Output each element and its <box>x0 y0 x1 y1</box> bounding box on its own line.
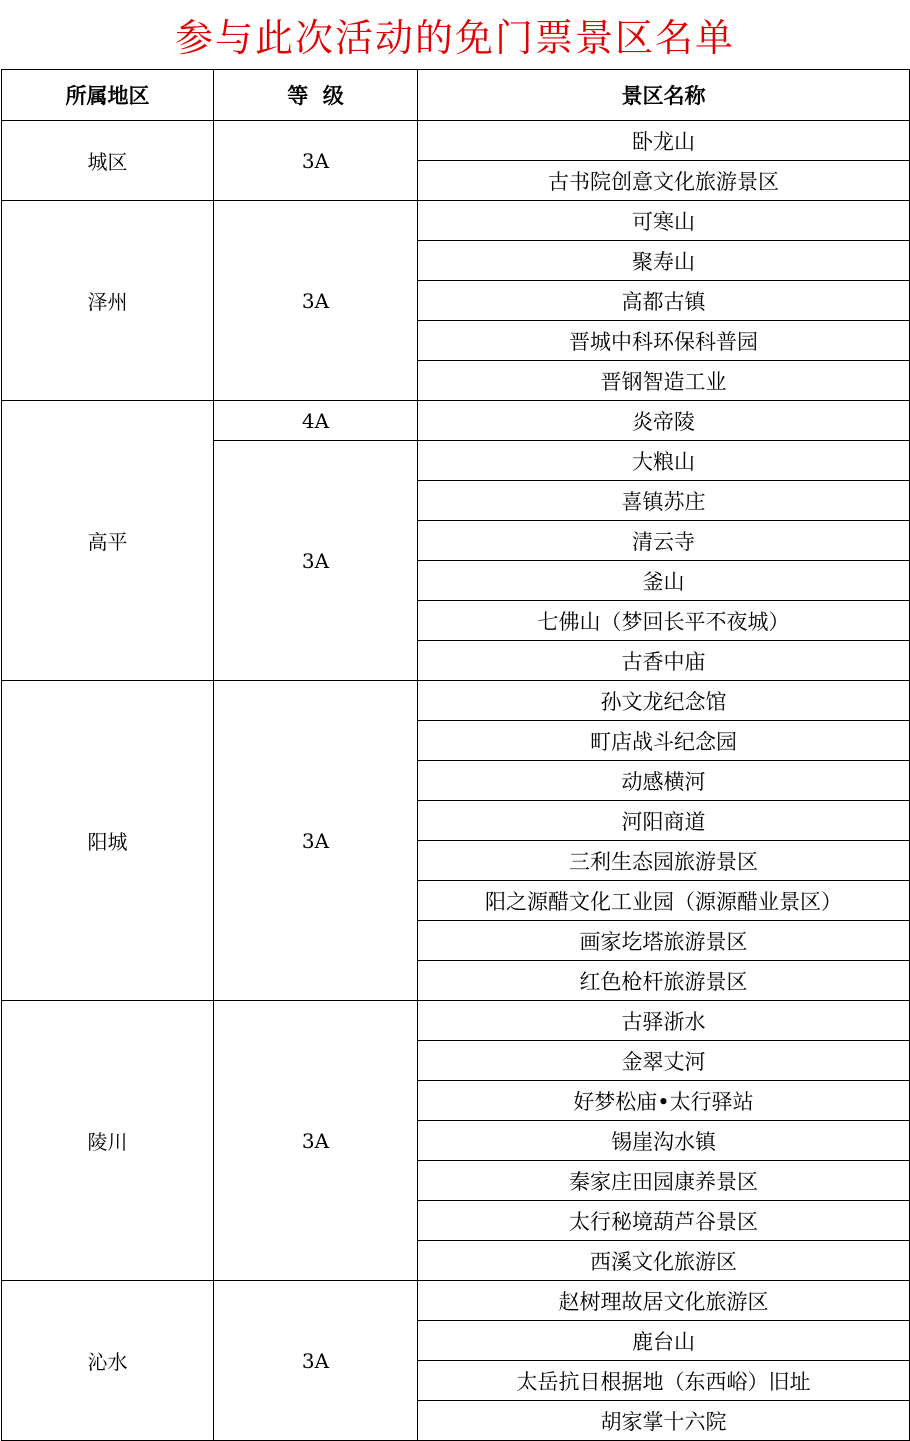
spot-name-cell: 胡家掌十六院 <box>418 1401 910 1441</box>
region-cell: 泽州 <box>2 201 214 401</box>
spot-name-cell: 好梦松庙•太行驿站 <box>418 1081 910 1121</box>
table-row <box>2 1281 910 1321</box>
spot-name-cell: 晋钢智造工业 <box>418 361 910 401</box>
spot-name-cell: 赵树理故居文化旅游区 <box>418 1281 910 1321</box>
table-row <box>2 201 910 241</box>
table-header-row <box>2 70 910 121</box>
spot-name-cell: 三利生态园旅游景区 <box>418 841 910 881</box>
spot-name-cell: 卧龙山 <box>418 121 910 161</box>
spot-name-cell: 动感横河 <box>418 761 910 801</box>
level-cell: 3A <box>214 1281 418 1441</box>
spot-name-cell: 釜山 <box>418 561 910 601</box>
spot-name-cell: 聚寿山 <box>418 241 910 281</box>
region-cell: 高平 <box>2 401 214 681</box>
spot-name-cell: 西溪文化旅游区 <box>418 1241 910 1281</box>
spot-name-cell: 画家圪塔旅游景区 <box>418 921 910 961</box>
table-row <box>2 1001 910 1041</box>
spot-name-cell: 红色枪杆旅游景区 <box>418 961 910 1001</box>
header-region: 所属地区 <box>2 70 214 121</box>
spot-name-cell: 町店战斗纪念园 <box>418 721 910 761</box>
spot-name-cell: 大粮山 <box>418 441 910 481</box>
table-row <box>2 401 910 441</box>
header-level: 等 级 <box>214 70 418 121</box>
spot-name-cell: 喜镇苏庄 <box>418 481 910 521</box>
spot-name-cell: 阳之源醋文化工业园（源源醋业景区） <box>418 881 910 921</box>
spot-name-cell: 可寒山 <box>418 201 910 241</box>
header-name: 景区名称 <box>418 70 910 121</box>
spot-name-cell: 金翠丈河 <box>418 1041 910 1081</box>
spot-name-cell: 太岳抗日根据地（东西峪）旧址 <box>418 1361 910 1401</box>
spot-name-cell: 古书院创意文化旅游景区 <box>418 161 910 201</box>
spot-name-cell: 七佛山（梦回长平不夜城） <box>418 601 910 641</box>
scenic-spot-table <box>1 69 910 1441</box>
spot-name-cell: 高都古镇 <box>418 281 910 321</box>
spot-name-cell: 清云寺 <box>418 521 910 561</box>
table-body <box>2 121 910 1441</box>
spot-name-cell: 河阳商道 <box>418 801 910 841</box>
level-cell: 3A <box>214 441 418 681</box>
spot-name-cell: 古驿浙水 <box>418 1001 910 1041</box>
level-cell: 3A <box>214 1001 418 1281</box>
level-cell: 3A <box>214 201 418 401</box>
region-cell: 城区 <box>2 121 214 201</box>
spot-name-cell: 太行秘境葫芦谷景区 <box>418 1201 910 1241</box>
table-row <box>2 681 910 721</box>
level-cell: 3A <box>214 681 418 1001</box>
level-cell: 3A <box>214 121 418 201</box>
spot-name-cell: 鹿台山 <box>418 1321 910 1361</box>
spot-name-cell: 锡崖沟水镇 <box>418 1121 910 1161</box>
table-row <box>2 121 910 161</box>
spot-name-cell: 秦家庄田园康养景区 <box>418 1161 910 1201</box>
spot-name-cell: 古香中庙 <box>418 641 910 681</box>
region-cell: 沁水 <box>2 1281 214 1441</box>
spot-name-cell: 炎帝陵 <box>418 401 910 441</box>
level-cell: 4A <box>214 401 418 441</box>
spot-name-cell: 孙文龙纪念馆 <box>418 681 910 721</box>
spot-name-cell: 晋城中科环保科普园 <box>418 321 910 361</box>
region-cell: 阳城 <box>2 681 214 1001</box>
page-title: 参与此次活动的免门票景区名单 <box>174 15 735 60</box>
region-cell: 陵川 <box>2 1001 214 1281</box>
